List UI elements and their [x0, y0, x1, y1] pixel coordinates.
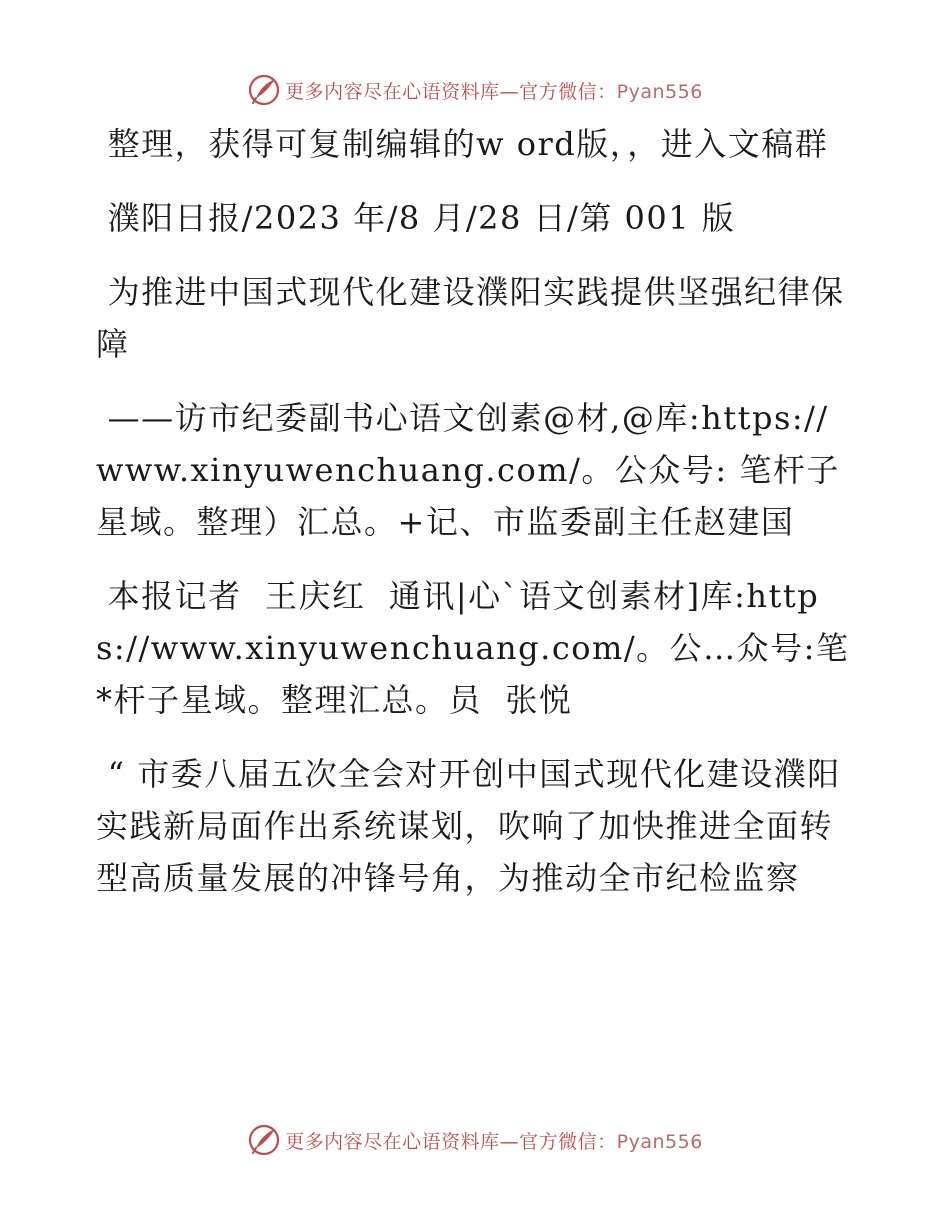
- watermark-label: 更多内容尽在心语资料库—官方微信：: [285, 80, 617, 103]
- feather-pen-logo-icon: [247, 73, 281, 107]
- watermark-label: 更多内容尽在心语资料库—官方微信：: [285, 1130, 617, 1153]
- paragraph-source: 濮阳日报/2023 年/8 月/28 日/第 001 版: [96, 199, 736, 237]
- paragraph-intro: 整理，获得可复制编辑的w ord版，，进入文稿群: [96, 125, 829, 163]
- footer-watermark-banner: [0, 1120, 950, 1160]
- article-title: 为推进中国式现代化建设濮阳实践提供坚强纪律保障: [96, 273, 845, 363]
- byline: 本报记者 王庆红 通讯|心`语文创素材]库:https://www.xinyuwenchuang.com/。公…众号:笔*杆子星域。整理汇总。员 张悦: [96, 577, 850, 719]
- wechat-id: Pyan556: [616, 1130, 703, 1153]
- document-body: [96, 118, 856, 926]
- header-watermark-banner: [0, 70, 950, 110]
- footer-watermark-text: [285, 1127, 703, 1154]
- wechat-id: Pyan556: [616, 80, 703, 103]
- feather-pen-logo-icon: [247, 1123, 281, 1157]
- article-subtitle: ——访市纪委副书心语文创素@材,@库:https://www.xinyuwenchuang.com/。公众号: 笔杆子星域。整理）汇总。+记、市监委副主任赵建国: [96, 399, 840, 541]
- paragraph-body: “ 市委八届五次全会对开创中国式现代化建设濮阳实践新局面作出系统谋划，吹响了加快推进全面转型高质量发展的冲锋号角，为推动全市纪检监察: [96, 755, 841, 897]
- header-watermark-text: [285, 77, 703, 104]
